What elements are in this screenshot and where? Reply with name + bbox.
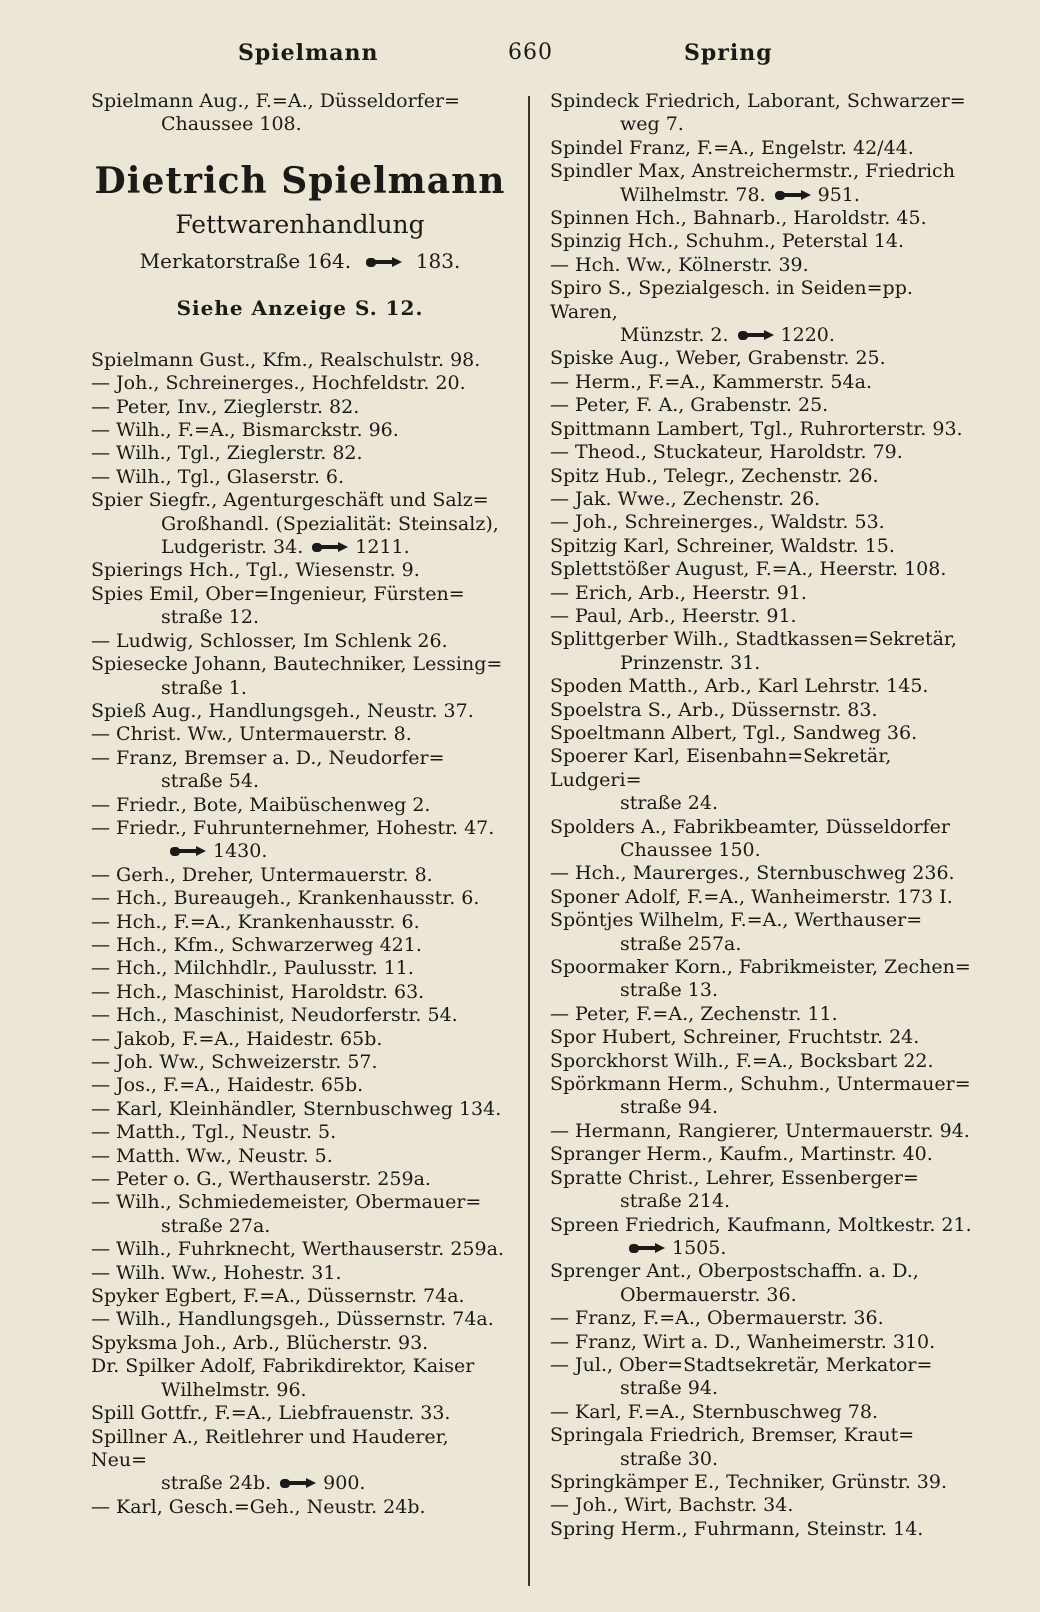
phone-number: 1430. (213, 840, 268, 863)
entry-text: Springkämper E., Techniker, Grünstr. 39. (550, 1470, 947, 1493)
directory-entry (550, 605, 978, 628)
directory-entry (91, 1308, 509, 1331)
entry-text: Spinnen Hch., Bahnarb., Haroldstr. 45. (550, 207, 927, 230)
directory-entry (550, 1073, 978, 1120)
phone-number: 900. (323, 1472, 366, 1495)
entry-text: — Jul., Ober=Stadtsekretär, Merkator= (550, 1353, 933, 1376)
directory-entry (91, 981, 509, 1004)
entry-text: Spiro S., Spezialgesch. in Seiden=pp. Waren, (550, 277, 913, 323)
telephone-icon (365, 255, 403, 269)
directory-entry (550, 535, 978, 558)
entry-phone-line (91, 840, 509, 863)
directory-entry (550, 137, 978, 160)
directory-entry (91, 934, 509, 957)
phone-number: 1505. (672, 1236, 727, 1259)
entry-text: — Jak. Wwe., Zechenstr. 26. (550, 487, 821, 510)
directory-entry (550, 1003, 978, 1026)
ad-phone: 183. (415, 248, 461, 273)
entry-text: Splettstößer August, F.=A., Heerstr. 108. (550, 558, 947, 581)
entry-continuation: straße 27a. (161, 1214, 271, 1237)
entry-continuation: straße 54. (161, 770, 259, 793)
directory-entry (91, 466, 509, 489)
entry-continuation: straße 94. (620, 1377, 718, 1400)
directory-entry (550, 418, 978, 441)
entry-text: — Paul, Arb., Heerstr. 91. (550, 604, 797, 627)
directory-entry (550, 1307, 978, 1330)
entry-continuation: Chaussee 150. (620, 839, 761, 861)
entry-continuation: Obermauerstr. 36. (620, 1283, 797, 1306)
directory-entry (550, 862, 978, 885)
entry-continuation: straße 1. (161, 676, 247, 699)
phone-number: 1211. (355, 536, 410, 559)
directory-entry (91, 1496, 509, 1519)
directory-entry (91, 396, 509, 419)
entry-text: — Joh., Schreinerges., Hochfeldstr. 20. (91, 372, 466, 395)
entry-text: — Franz, F.=A., Obermauerstr. 36. (550, 1307, 884, 1330)
entry-text: — Hch., Maschinist, Neudorferstr. 54. (91, 1004, 458, 1027)
directory-entry (550, 1260, 978, 1307)
entry-text: Spielmann Gust., Kfm., Realschulstr. 98. (91, 348, 481, 371)
directory-entry (91, 700, 509, 723)
entry-text: — Joh., Wirt, Bachstr. 34. (550, 1494, 794, 1517)
entry-text: — Peter, F.=A., Zechenstr. 11. (550, 1002, 838, 1025)
header-right-keyword: Spring (684, 40, 773, 66)
directory-entry (91, 583, 509, 630)
entry-text: — Karl, Kleinhändler, Sternbuschweg 134. (91, 1097, 502, 1120)
directory-entry (550, 1401, 978, 1424)
entry-text: Spill Gottfr., F.=A., Liebfrauenstr. 33. (91, 1402, 451, 1425)
telephone-icon (737, 328, 775, 342)
directory-entry (550, 956, 978, 1003)
entry-text: — Christ. Ww., Untermauerstr. 8. (91, 723, 412, 746)
entry-text: Spratte Christ., Lehrer, Essenberger= (550, 1166, 919, 1189)
entry-text: Springala Friedrich, Bremser, Kraut= (550, 1424, 915, 1447)
entry-text: Spitzig Karl, Schreiner, Waldstr. 15. (550, 534, 895, 557)
entry-text: Spindeck Friedrich, Laborant, Schwarzer= (550, 90, 966, 112)
directory-entry (550, 558, 978, 581)
entry-continuation: straße 13. (620, 979, 718, 1002)
entry-text: Spies Emil, Ober=Ingenieur, Fürsten= (91, 582, 465, 605)
left-top-entries (91, 90, 509, 137)
entry-text: — Wilh., Tgl., Glaserstr. 6. (91, 465, 345, 488)
directory-entry (550, 1120, 978, 1143)
entry-text: — Hch., Maschinist, Haroldstr. 63. (91, 980, 425, 1003)
entry-text: — Theod., Stuckateur, Haroldstr. 79. (550, 441, 903, 464)
directory-entry (550, 230, 978, 253)
entry-text: Spittmann Lambert, Tgl., Ruhrorterstr. 93. (550, 417, 963, 440)
entry-text: — Wilh., Fuhrknecht, Werthauserstr. 259a. (91, 1238, 504, 1261)
right-column (550, 90, 978, 1541)
entry-continuation: Münzstr. 2. 1220. (620, 324, 835, 347)
entry-text: Spiesecke Johann, Bautechniker, Lessing= (91, 653, 503, 676)
entry-continuation: weg 7. (620, 113, 684, 136)
entry-text: Spitz Hub., Telegr., Zechenstr. 26. (550, 464, 879, 487)
directory-entry (550, 675, 978, 698)
telephone-icon (279, 1476, 317, 1490)
directory-entry (91, 442, 509, 465)
advertisement (91, 159, 509, 323)
directory-entry (91, 630, 509, 653)
entry-text: Spoeltmann Albert, Tgl., Sandweg 36. (550, 721, 918, 744)
directory-entry (550, 722, 978, 745)
entry-text: Spieß Aug., Handlungsgeh., Neustr. 37. (91, 699, 474, 722)
directory-entry (550, 90, 978, 137)
entry-text: — Joh., Schreinerges., Waldstr. 53. (550, 511, 885, 534)
entry-continuation: straße 214. (620, 1190, 731, 1213)
entry-text: — Friedr., Bote, Maibüschenweg 2. (91, 793, 431, 816)
entry-text: — Hch. Ww., Kölnerstr. 39. (550, 253, 809, 276)
entry-text: Sprenger Ant., Oberpostschaffn. a. D., (550, 1260, 919, 1283)
entry-text: Spyker Egbert, F.=A., Düssernstr. 74a. (91, 1285, 465, 1308)
directory-entry (550, 1026, 978, 1049)
page-number: 660 (508, 40, 553, 65)
directory-entry (91, 794, 509, 817)
entry-text: Spranger Herm., Kaufm., Martinstr. 40. (550, 1143, 933, 1166)
directory-entry (550, 1424, 978, 1471)
entry-text: — Herm., F.=A., Kammerstr. 54a. (550, 370, 872, 393)
directory-entry (550, 1471, 978, 1494)
entry-continuation: Wilhelmstr. 96. (161, 1378, 307, 1401)
column-divider (528, 96, 530, 1586)
entry-text: Spiske Aug., Weber, Grabenstr. 25. (550, 347, 886, 370)
entry-text: — Karl, Gesch.=Geh., Neustr. 24b. (91, 1495, 426, 1518)
directory-entry (91, 864, 509, 887)
entry-text: — Karl, F.=A., Sternbuschweg 78. (550, 1400, 878, 1423)
telephone-icon (169, 844, 207, 858)
directory-entry (91, 747, 509, 794)
telephone-icon (628, 1241, 666, 1255)
entry-text: — Peter, F. A., Grabenstr. 25. (550, 394, 829, 417)
entry-text: Spindler Max, Anstreichermstr., Friedrich (550, 160, 955, 183)
directory-entry (91, 1426, 509, 1496)
phone-number: 951. (817, 183, 860, 206)
directory-entry (550, 582, 978, 605)
entry-continuation: straße 94. (620, 1096, 718, 1119)
entry-text: — Franz, Wirt a. D., Wanheimerstr. 310. (550, 1330, 936, 1353)
entry-text: Spillner A., Reitlehrer und Hauderer, Neu= (91, 1425, 449, 1471)
entry-text: Splittgerber Wilh., Stadtkassen=Sekretär, (550, 628, 957, 651)
entry-text: — Hch., F.=A., Krankenhausstr. 6. (91, 910, 420, 933)
directory-entry (550, 745, 978, 815)
directory-entry (550, 1167, 978, 1214)
entry-text: — Hch., Maurerges., Sternbuschweg 236. (550, 862, 955, 885)
directory-entry (91, 1168, 509, 1191)
directory-entry (550, 441, 978, 464)
entry-text: — Wilh., Schmiedemeister, Obermauer= (91, 1191, 482, 1214)
entry-continuation: straße 24b. 900. (161, 1472, 366, 1495)
entry-text: Spoormaker Korn., Fabrikmeister, Zechen= (550, 956, 971, 979)
entry-text: — Erich, Arb., Heerstr. 91. (550, 581, 807, 604)
left-column (91, 90, 509, 1519)
entry-text: — Wilh., Handlungsgeh., Düssernstr. 74a. (91, 1308, 494, 1331)
directory-entry (550, 1331, 978, 1354)
entry-text: — Matth. Ww., Neustr. 5. (91, 1144, 333, 1167)
directory-entry (550, 465, 978, 488)
directory-entry (550, 511, 978, 534)
directory-entry (550, 1494, 978, 1517)
entry-text: — Hch., Bureaugeh., Krankenhausstr. 6. (91, 887, 480, 910)
directory-entry (550, 1518, 978, 1541)
header-left-keyword: Spielmann (238, 40, 379, 66)
directory-entry (550, 207, 978, 230)
entry-text: Spring Herm., Fuhrmann, Steinstr. 14. (550, 1517, 924, 1540)
entry-continuation: Großhandl. (Spezialität: Steinsalz), (161, 512, 499, 535)
directory-entry (91, 349, 509, 372)
directory-entry (91, 489, 509, 559)
directory-entry (91, 1074, 509, 1097)
entry-text: — Wilh., F.=A., Bismarckstr. 96. (91, 419, 399, 442)
directory-entry (91, 372, 509, 395)
entry-text: Spörkmann Herm., Schuhm., Untermauer= (550, 1073, 971, 1096)
directory-entry (91, 1121, 509, 1144)
directory-entry (91, 1145, 509, 1168)
directory-entry (91, 419, 509, 442)
entry-text: Spier Siegfr., Agenturgeschäft und Salz= (91, 489, 489, 512)
entry-text: — Peter, Inv., Zieglerstr. 82. (91, 395, 360, 418)
entry-continuation: Chaussee 108. (161, 113, 302, 136)
entry-text: Spor Hubert, Schreiner, Fruchtstr. 24. (550, 1026, 920, 1049)
telephone-icon (774, 188, 812, 202)
entry-text: Spyksma Joh., Arb., Blücherstr. 93. (91, 1331, 429, 1354)
directory-entry (91, 887, 509, 910)
entry-phone-line (550, 1237, 978, 1260)
directory-entry (550, 909, 978, 956)
entry-text: Spoden Matth., Arb., Karl Lehrstr. 145. (550, 675, 929, 698)
entry-text: Spielmann Aug., F.=A., Düsseldorfer= (91, 90, 460, 112)
entry-continuation: Prinzenstr. 31. (620, 651, 761, 674)
entry-text: — Jakob, F.=A., Haidestr. 65b. (91, 1027, 383, 1050)
entry-continuation: straße 12. (161, 606, 259, 629)
entry-continuation: straße 257a. (620, 932, 742, 955)
entry-text: — Matth., Tgl., Neustr. 5. (91, 1121, 337, 1144)
entry-text: Spoerer Karl, Eisenbahn=Sekretär, Ludgeri= (550, 745, 892, 791)
entry-text: — Hch., Milchhdlr., Paulusstr. 11. (91, 957, 414, 980)
directory-entry (91, 1004, 509, 1027)
entry-text: — Gerh., Dreher, Untermauerstr. 8. (91, 863, 433, 886)
directory-entry (91, 957, 509, 980)
directory-entry (91, 90, 509, 137)
entry-text: — Hch., Kfm., Schwarzerweg 421. (91, 933, 422, 956)
entry-text: Sponer Adolf, F.=A., Wanheimerstr. 173 I. (550, 885, 953, 908)
entry-continuation: straße 24. (620, 792, 718, 815)
entry-text: Spreen Friedrich, Kaufmann, Moltkestr. 21. (550, 1213, 972, 1236)
ad-address-line (91, 245, 509, 277)
entry-continuation: straße 30. (620, 1447, 718, 1470)
entry-text: — Hermann, Rangierer, Untermauerstr. 94. (550, 1119, 970, 1142)
entry-text: Spöntjes Wilhelm, F.=A., Werthauser= (550, 909, 923, 932)
directory-entry (91, 1402, 509, 1425)
ad-reference: Siehe Anzeige S. 12. (176, 295, 424, 320)
directory-entry (91, 1262, 509, 1285)
directory-entry (91, 1028, 509, 1051)
entry-text: Spoelstra S., Arb., Düssernstr. 83. (550, 698, 878, 721)
directory-entry (91, 1332, 509, 1355)
entry-continuation: Wilhelmstr. 78. 951. (620, 183, 860, 206)
entry-text: — Friedr., Fuhrunternehmer, Hohestr. 47. (91, 816, 495, 839)
directory-entry (91, 559, 509, 582)
directory-entry (91, 817, 509, 864)
directory-entry (550, 488, 978, 511)
directory-entry (550, 628, 978, 675)
directory-entry (550, 347, 978, 370)
directory-entry (91, 723, 509, 746)
entry-text: Spierings Hch., Tgl., Wiesenstr. 9. (91, 559, 420, 582)
directory-entry (91, 1355, 509, 1402)
entry-continuation: Ludgeristr. 34. 1211. (161, 536, 410, 559)
directory-entry (550, 886, 978, 909)
directory-entry (550, 1050, 978, 1073)
directory-entry (550, 394, 978, 417)
directory-entry (91, 653, 509, 700)
directory-entry (550, 277, 978, 347)
entry-text: — Franz, Bremser a. D., Neudorfer= (91, 746, 445, 769)
page-header (88, 40, 968, 74)
entry-text: — Joh. Ww., Schweizerstr. 57. (91, 1051, 378, 1073)
directory-entry (91, 911, 509, 934)
directory-entry (550, 254, 978, 277)
directory-entry (550, 1143, 978, 1166)
directory-entry (91, 1238, 509, 1261)
entry-text: Spinzig Hch., Schuhm., Peterstal 14. (550, 230, 905, 253)
directory-entry (91, 1285, 509, 1308)
directory-entry (550, 371, 978, 394)
ad-name: Dietrich Spielmann (94, 159, 506, 202)
right-entry-list (550, 90, 978, 1541)
directory-entry (550, 1354, 978, 1401)
ad-business: Fettwarenhandlung (175, 209, 425, 239)
directory-entry (91, 1191, 509, 1238)
entry-text: — Peter o. G., Werthauserstr. 259a. (91, 1168, 431, 1191)
directory-entry (550, 160, 978, 207)
directory-entry (550, 1214, 978, 1261)
directory-entry (91, 1098, 509, 1121)
directory-entry (550, 816, 978, 863)
entry-text: Spolders A., Fabrikbeamter, Düsseldorfer (550, 815, 950, 838)
directory-entry (91, 1051, 509, 1074)
directory-entry (550, 699, 978, 722)
entry-text: Spindel Franz, F.=A., Engelstr. 42/44. (550, 136, 914, 159)
left-entry-list (91, 349, 509, 1519)
entry-text: Sporckhorst Wilh., F.=A., Bocksbart 22. (550, 1049, 934, 1072)
telephone-icon (311, 540, 349, 554)
phone-number: 1220. (780, 324, 835, 347)
ad-address: Merkatorstraße 164. (139, 248, 352, 273)
entry-text: — Ludwig, Schlosser, Im Schlenk 26. (91, 629, 448, 652)
entry-text: — Wilh. Ww., Hohestr. 31. (91, 1261, 342, 1284)
entry-text: — Jos., F.=A., Haidestr. 65b. (91, 1074, 364, 1097)
entry-text: — Wilh., Tgl., Zieglerstr. 82. (91, 442, 363, 465)
entry-text: Dr. Spilker Adolf, Fabrikdirektor, Kaiser (91, 1355, 475, 1378)
